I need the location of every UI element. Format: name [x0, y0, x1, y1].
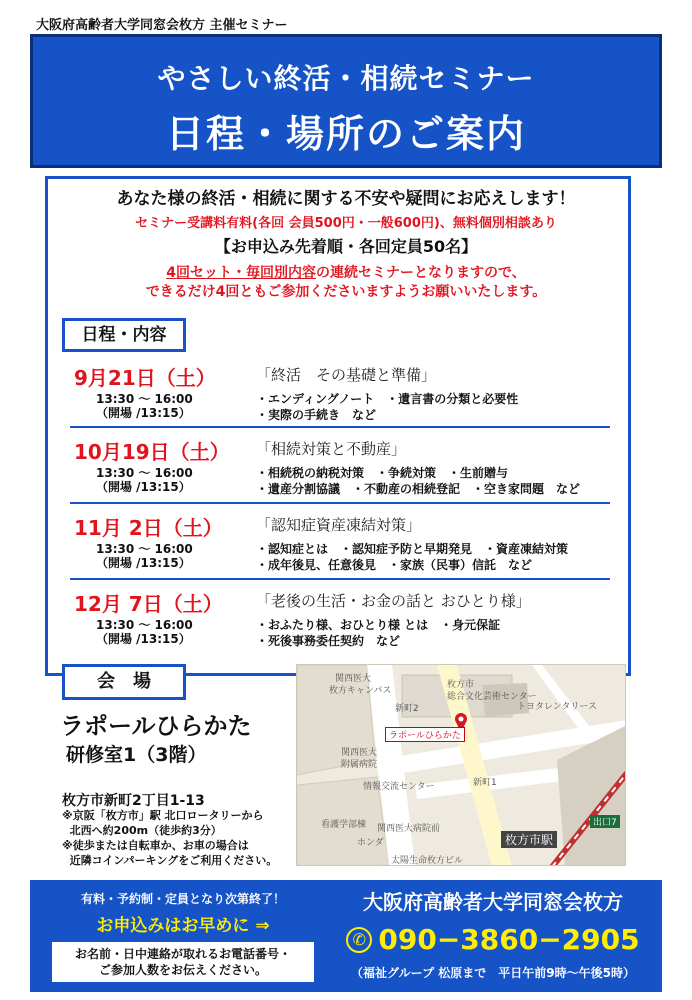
- map-label: 新町1: [473, 778, 497, 788]
- limited-notice: 有料・予約制・定員となり次第終了！: [80, 892, 285, 906]
- map-label: 総合文化芸術センター: [447, 692, 537, 702]
- map-label: 関西医大病院前: [377, 824, 441, 834]
- session-title: 「老後の生活・お金の話と おひとり様」: [256, 592, 531, 610]
- map-label: 新町2: [395, 704, 419, 714]
- series-notice: [0, 264, 692, 302]
- session-date: 12月 7日（土）: [74, 592, 223, 616]
- session-date: 11月 2日（土）: [74, 516, 223, 540]
- series-notice-highlight: 4回セット・毎回別内容: [166, 265, 316, 281]
- session-title: 「認知症資産凍結対策」: [256, 516, 422, 534]
- apply-early-cta: お申込みはお早めに ⇒: [96, 916, 270, 936]
- map-pin-label: ラポールひらかた: [385, 727, 465, 742]
- session-topic: ・相続税の納税対策 ・争続対策 ・生前贈与: [256, 466, 509, 480]
- session-topic: ・成年後見、任意後見 ・家族（民事）信託 など: [256, 558, 533, 572]
- session-topic: ・エンディングノート ・遺言書の分類と必要性: [256, 392, 519, 406]
- session-date: 10月19日（土）: [74, 440, 230, 464]
- session-divider: [70, 426, 610, 428]
- contact-info: [330, 886, 656, 981]
- map-label: トヨタレンタリース: [517, 702, 597, 712]
- phone-line: [330, 923, 656, 956]
- session-time: 13:30 ～ 16:00 （開場 /13:15）: [96, 392, 193, 420]
- intro-headline: あなた様の終活・相続に関する不安や疑問にお応えします！: [116, 189, 576, 209]
- seminar-subtitle: やさしい終活・相続セミナー: [157, 62, 535, 95]
- session-topic: ・死後事務委任契約 など: [256, 634, 401, 648]
- apply-instructions-text: お名前・日中連絡が取れるお電話番号・ ご参加人数をお伝えください。: [74, 947, 291, 977]
- map-label: 枚方市: [447, 680, 475, 690]
- map-station-label: 枚方市駅: [501, 831, 557, 848]
- map-label: 関西医大: [341, 748, 378, 758]
- series-notice-line2: できるだけ4回ともご参加くださいますようお願いいたします。: [145, 284, 547, 300]
- venue-room: 研修室1（3階）: [66, 744, 207, 766]
- session-divider: [70, 502, 610, 504]
- contact-hours: （福祉グループ 松原まで 平日午前9時～午後5時）: [351, 966, 635, 980]
- session-title: 「相続対策と不動産」: [256, 440, 407, 458]
- phone-number[interactable]: 090−3860−2905: [378, 923, 640, 956]
- title-banner: [30, 34, 662, 168]
- session-time: 13:30 ～ 16:00 （開場 /13:15）: [96, 542, 193, 570]
- session-topic: ・遺産分割協議 ・不動産の相続登記 ・空き家問題 など: [256, 482, 581, 496]
- phone-icon: ✆: [346, 927, 372, 953]
- map-exit-label: 出口7: [590, 815, 620, 828]
- session-topic: ・実際の手続き など: [256, 408, 377, 422]
- venue-label: 会 場: [62, 664, 186, 700]
- map-label: 太陽生命枚方ビル: [391, 856, 464, 866]
- venue-address: 枚方市新町2丁目1-13: [62, 793, 205, 809]
- application-notice: [38, 884, 328, 982]
- fee-info: セミナー受講料有料(各回 会員500円・一般600円)、無料個別相談あり: [135, 216, 557, 231]
- venue-map: [296, 664, 626, 866]
- organizer-name: 大阪府高齢者大学同窓会枚方: [363, 890, 623, 914]
- session-topic: ・認知症とは ・認知症予防と早期発見 ・資産凍結対策: [256, 542, 569, 556]
- session-time: 13:30 ～ 16:00 （開場 /13:15）: [96, 618, 193, 646]
- organizer-line: 大阪府高齢者大学同窓会枚方 主催セミナー: [36, 18, 288, 33]
- apply-instructions: [52, 942, 314, 982]
- session-title: 「終活 その基礎と準備」: [256, 366, 437, 384]
- map-label: 看護学部棟: [321, 820, 367, 830]
- schedule-label: 日程・内容: [62, 318, 186, 352]
- venue-name: ラポールひらかた: [60, 712, 252, 740]
- map-label: 情報交流センター: [363, 782, 435, 792]
- map-label: 附属病院: [341, 760, 378, 770]
- map-label: ホンダ: [357, 838, 384, 848]
- page-title: 日程・場所のご案内: [165, 112, 526, 156]
- session-date: 9月21日（土）: [74, 366, 216, 390]
- capacity-info: 【お申込み先着順・各回定員50名】: [214, 237, 478, 256]
- session-time: 13:30 ～ 16:00 （開場 /13:15）: [96, 466, 193, 494]
- series-notice-rest: の連続セミナーとなりますので、: [316, 265, 526, 281]
- access-note: ※京阪「枚方市」駅 北口ロータリーから 北西へ約200m（徒歩約3分） ※徒歩または自転車か、お車の場合は 近隣コインパーキングをご利用ください。: [62, 809, 278, 867]
- contact-footer: [30, 880, 662, 992]
- map-label: 枚方キャンパス: [329, 686, 392, 696]
- session-divider: [70, 578, 610, 580]
- map-label: 関西医大: [335, 674, 372, 684]
- session-topic: ・おふたり様、おひとり様 とは ・身元保証: [256, 618, 501, 632]
